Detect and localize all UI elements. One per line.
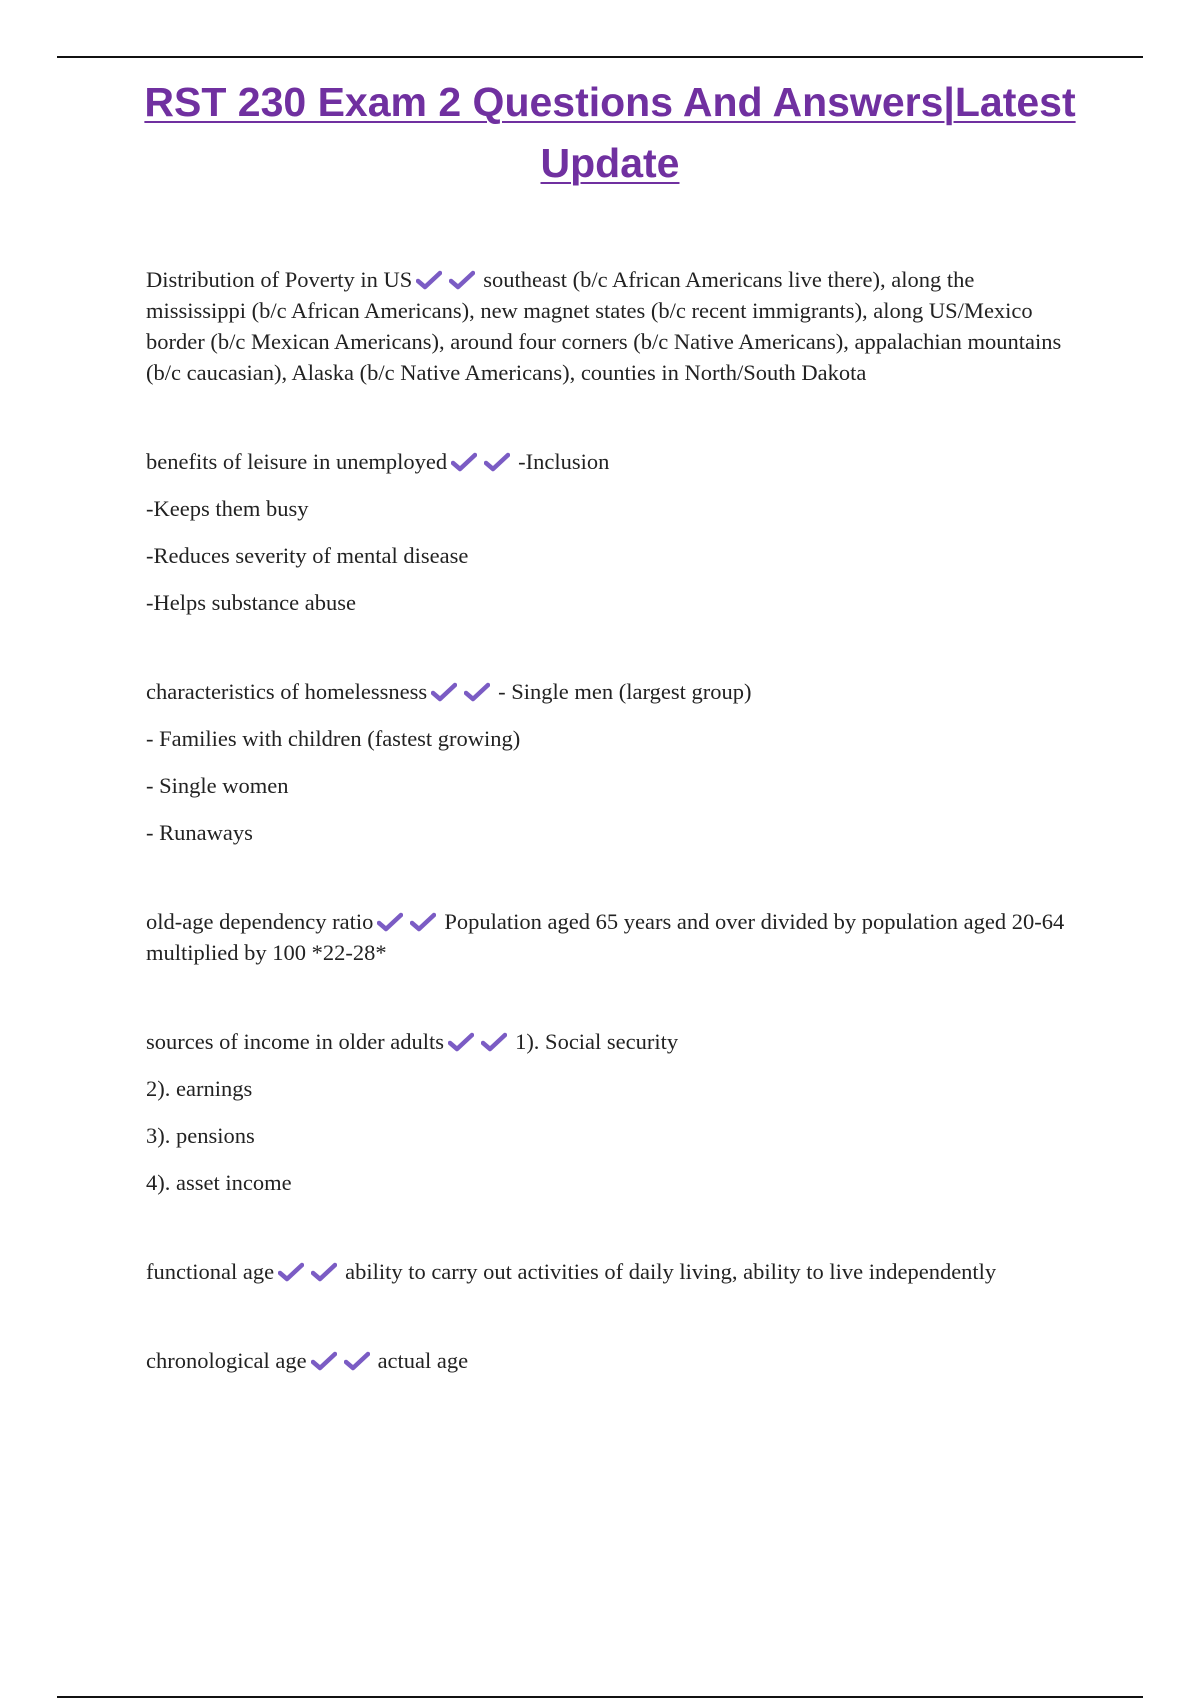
check-icon [416, 270, 442, 290]
answer-text: ability to carry out activities of daily living, ability to live independently [345, 1259, 997, 1284]
qa-first-line [146, 264, 1076, 388]
qa-first-line [146, 676, 1076, 707]
answer-line [146, 770, 1076, 801]
qa-item [146, 676, 1076, 848]
check-icon [451, 452, 477, 472]
check-icon [311, 1351, 337, 1371]
qa-first-line [146, 906, 1076, 968]
double-check-icon [431, 676, 497, 707]
qa-item [146, 264, 1076, 388]
check-icon [410, 912, 436, 932]
question-term: chronological age [146, 1348, 307, 1373]
qa-item [146, 1026, 1076, 1198]
check-icon [448, 1032, 474, 1052]
double-check-icon [377, 906, 443, 937]
question-term: sources of income in older adults [146, 1029, 445, 1054]
answer-line [146, 1167, 1076, 1198]
qa-first-line [146, 446, 1076, 477]
check-icon [481, 1032, 507, 1052]
top-rule [57, 56, 1143, 58]
answer-text: 2). earnings [146, 1076, 253, 1101]
document-title-text: RST 230 Exam 2 Questions And Answers|Latest Update [144, 79, 1076, 186]
answer-text: 1). Social security [515, 1029, 679, 1054]
answer-text: Population aged 65 years and over divided by population aged 20-64 multiplied by 100 *22-28* [146, 909, 1065, 965]
check-icon [449, 270, 475, 290]
question-term: benefits of leisure in unemployed [146, 449, 448, 474]
answer-text: - Single men (largest group) [498, 679, 752, 704]
question-term: old-age dependency ratio [146, 909, 374, 934]
answer-text: -Helps substance abuse [146, 590, 356, 615]
answer-text: southeast (b/c African Americans live there), along the mississippi (b/c African Americans), new magnet states (b/c recent immigrants), along US/Mexico border (b/c Mexican Americans), around four corners (b/c Native Americans), appalachian mountains (b/c caucasian), Alaska (b/c Native Americans), counties in North/South Dakota [146, 267, 1062, 385]
question-term: functional age [146, 1259, 275, 1284]
answer-line [146, 493, 1076, 524]
answer-text: - Families with children (fastest growing) [146, 726, 521, 751]
qa-first-line [146, 1256, 1076, 1287]
double-check-icon [451, 446, 517, 477]
answer-line [146, 723, 1076, 754]
answer-line [146, 587, 1076, 618]
double-check-icon [416, 264, 482, 295]
answer-text: 4). asset income [146, 1170, 292, 1195]
answer-text: 3). pensions [146, 1123, 255, 1148]
check-icon [377, 912, 403, 932]
question-term: Distribution of Poverty in US [146, 267, 413, 292]
answer-text: -Inclusion [518, 449, 610, 474]
answer-text: -Reduces severity of mental disease [146, 543, 469, 568]
answer-text: - Runaways [146, 820, 253, 845]
document-title [140, 72, 1080, 194]
answer-line [146, 1120, 1076, 1151]
double-check-icon [311, 1345, 377, 1376]
qa-first-line [146, 1345, 1076, 1376]
check-icon [431, 682, 457, 702]
answer-text: - Single women [146, 773, 289, 798]
answer-text: actual age [377, 1348, 469, 1373]
check-icon [484, 452, 510, 472]
check-icon [278, 1262, 304, 1282]
double-check-icon [448, 1026, 514, 1057]
answer-line [146, 1073, 1076, 1104]
answer-text: -Keeps them busy [146, 496, 309, 521]
question-term: characteristics of homelessness [146, 679, 428, 704]
qa-first-line [146, 1026, 1076, 1057]
check-icon [344, 1351, 370, 1371]
double-check-icon [278, 1256, 344, 1287]
qa-list [146, 264, 1076, 1434]
qa-item [146, 1345, 1076, 1376]
check-icon [464, 682, 490, 702]
qa-item [146, 446, 1076, 618]
qa-item [146, 1256, 1076, 1287]
answer-line [146, 817, 1076, 848]
answer-line [146, 540, 1076, 571]
check-icon [311, 1262, 337, 1282]
bottom-rule [57, 1696, 1143, 1698]
qa-item [146, 906, 1076, 968]
